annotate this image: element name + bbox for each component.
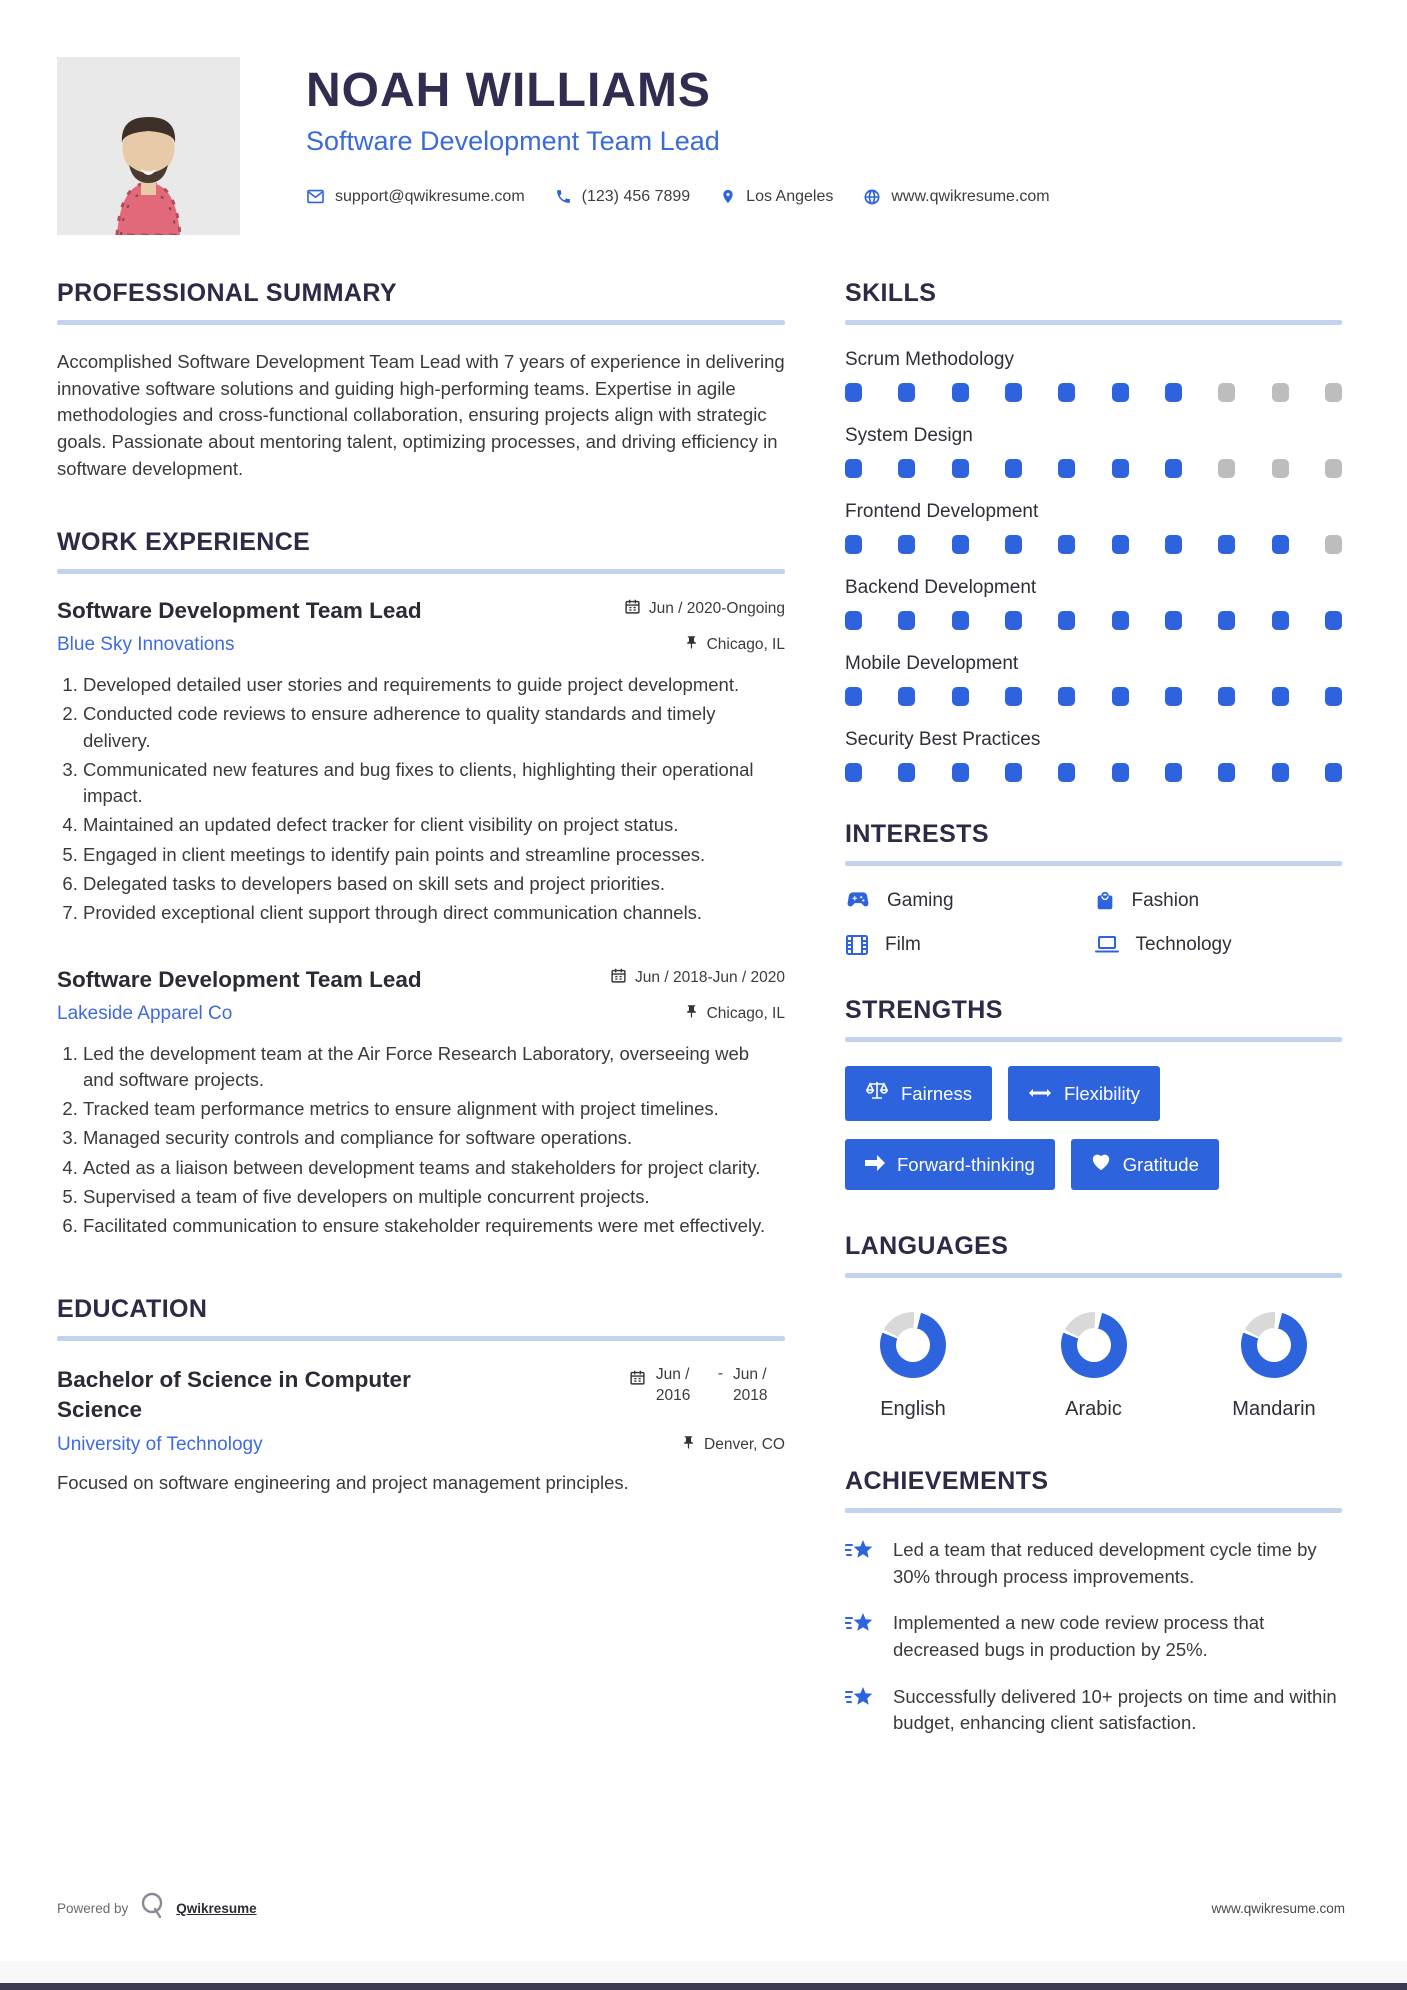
- skill-dot-filled: [1272, 687, 1289, 706]
- profile-photo: [57, 57, 240, 235]
- job-location: [684, 1004, 785, 1024]
- right-column: [845, 279, 1342, 1757]
- company-link[interactable]: Lakeside Apparel Co: [57, 1002, 233, 1024]
- achievement-text: Implemented a new code review process that decreased bugs in production by 25%.: [893, 1612, 1265, 1660]
- envelope-icon: [306, 187, 325, 206]
- skill-dot-filled: [1112, 535, 1129, 554]
- strength-label: Flexibility: [1063, 1082, 1141, 1104]
- section-divider: [845, 1273, 1342, 1278]
- footer-light-strip: [0, 1961, 1407, 1983]
- skill-dot-empty: [1325, 383, 1342, 402]
- job-bullet: 2. Tracked team performance metrics to ensure alignment with project timelines.: [83, 1096, 785, 1122]
- skill-dot-filled: [898, 459, 915, 478]
- skill-dot-filled: [1218, 611, 1235, 630]
- skill-row: [845, 653, 1342, 706]
- section-divider: [845, 861, 1342, 866]
- achievement-text: Successfully delivered 10+ projects on time and within budget, enhancing client satisfaction.: [893, 1685, 1337, 1734]
- section-work-experience: [57, 528, 785, 1239]
- skill-dot-filled: [952, 535, 969, 554]
- job-dates: [624, 598, 785, 620]
- job-dates: [610, 967, 785, 989]
- skill-level-dots: [845, 687, 1342, 706]
- right-arrow-icon: [865, 1154, 885, 1176]
- education-date-start: Jun / 2016: [655, 1366, 691, 1404]
- skill-dot-filled: [1272, 611, 1289, 630]
- job-bullet: 5. Supervised a team of five developers on multiple concurrent projects.: [83, 1184, 785, 1210]
- job-title: Software Development Team Lead: [57, 966, 422, 992]
- powered-by-block: [57, 1890, 257, 1927]
- skill-dot-filled: [1325, 687, 1342, 706]
- skill-dot-filled: [845, 459, 862, 478]
- left-column: [57, 279, 785, 1497]
- education-date-separator: -: [717, 1365, 723, 1383]
- job-entry: [57, 598, 785, 926]
- achievement-item: [845, 1684, 1342, 1737]
- skill-dot-filled: [1218, 763, 1235, 782]
- strength-badge: [1008, 1066, 1160, 1121]
- achievement-text: Led a team that reduced development cycle time by 30% through process improvements.: [893, 1539, 1317, 1587]
- candidate-title: Software Development Team Lead: [306, 126, 720, 156]
- work-heading: WORK EXPERIENCE: [57, 528, 311, 557]
- contact-phone: [555, 188, 691, 206]
- skill-dot-filled: [1005, 763, 1022, 782]
- interest-label: Gaming: [887, 890, 954, 911]
- skill-label: Mobile Development: [845, 653, 1019, 674]
- skill-label: Scrum Methodology: [845, 349, 1014, 370]
- interest-item: [1094, 934, 1343, 956]
- skill-dot-filled: [1165, 687, 1182, 706]
- language-item: [1034, 1312, 1154, 1421]
- skill-dot-filled: [1112, 687, 1129, 706]
- candidate-name: NOAH WILLIAMS: [306, 64, 711, 117]
- skill-dot-filled: [1218, 535, 1235, 554]
- skill-dot-filled: [1272, 763, 1289, 782]
- footer-dark-strip: [0, 1983, 1407, 1990]
- skill-dot-filled: [1005, 535, 1022, 554]
- skill-row: [845, 501, 1342, 554]
- shooting-star-icon: [845, 1610, 877, 1663]
- interest-item: [845, 890, 1094, 912]
- skill-dot-filled: [1165, 535, 1182, 554]
- contact-website[interactable]: [863, 188, 1049, 206]
- skill-dot-filled: [898, 383, 915, 402]
- section-divider: [57, 1336, 785, 1341]
- content-columns: [57, 279, 1345, 1850]
- skill-dot-filled: [845, 763, 862, 782]
- pushpin-icon: [684, 635, 699, 655]
- skill-dot-filled: [1058, 687, 1075, 706]
- strength-badge: [845, 1139, 1055, 1190]
- skill-row: [845, 349, 1342, 402]
- interest-label: Fashion: [1131, 890, 1200, 911]
- summary-heading: PROFESSIONAL SUMMARY: [57, 279, 397, 307]
- skill-dot-filled: [952, 687, 969, 706]
- skills-heading: SKILLS: [845, 279, 937, 307]
- skill-dot-filled: [898, 611, 915, 630]
- job-bullet: 5. Engaged in client meetings to identify pain points and streamline processes.: [83, 842, 785, 868]
- powered-by-label: Powered by: [57, 1901, 129, 1916]
- section-achievements: [845, 1467, 1342, 1737]
- shopping-bag-icon: [1094, 890, 1116, 912]
- skill-dot-filled: [1112, 611, 1129, 630]
- left-right-arrow-icon: [1028, 1083, 1052, 1105]
- language-donut-chart: [1241, 1312, 1307, 1378]
- laptop-icon: [1094, 934, 1120, 956]
- job-bullet: 7. Provided exceptional client support through direct communication channels.: [83, 900, 785, 926]
- education-location-text: Denver, CO: [704, 1435, 785, 1453]
- skill-dot-filled: [1112, 763, 1129, 782]
- skill-dot-filled: [1325, 611, 1342, 630]
- skill-dot-filled: [1058, 535, 1075, 554]
- gamepad-icon: [845, 891, 871, 911]
- skill-dot-filled: [1112, 383, 1129, 402]
- skill-dot-empty: [1218, 459, 1235, 478]
- section-divider: [57, 320, 785, 325]
- degree-title: Bachelor of Science in Computer Science: [57, 1367, 411, 1422]
- job-dates-text: Jun / 2020-Ongoing: [648, 600, 785, 618]
- language-donut-chart: [880, 1312, 946, 1378]
- skill-dot-filled: [952, 763, 969, 782]
- job-bullet: 4. Maintained an updated defect tracker for client visibility on project status.: [83, 812, 785, 838]
- contact-email[interactable]: [306, 187, 525, 206]
- education-location: [681, 1435, 785, 1455]
- section-strengths: [845, 996, 1342, 1190]
- skill-dot-filled: [845, 383, 862, 402]
- skill-dot-filled: [952, 459, 969, 478]
- interests-heading: INTERESTS: [845, 820, 989, 848]
- education-heading: EDUCATION: [57, 1295, 208, 1324]
- contact-website-value: www.qwikresume.com: [891, 187, 1050, 205]
- skill-level-dots: [845, 383, 1342, 402]
- language-donut-chart: [1061, 1312, 1127, 1378]
- job-bullet: 3. Managed security controls and compliance for software operations.: [83, 1125, 785, 1151]
- language-label: English: [880, 1398, 946, 1420]
- skill-label: System Design: [845, 425, 973, 446]
- strength-label: Gratitude: [1122, 1153, 1199, 1175]
- strengths-heading: STRENGTHS: [845, 996, 1003, 1024]
- interest-label: Technology: [1135, 934, 1232, 955]
- interest-label: Film: [885, 934, 921, 955]
- phone-icon: [555, 188, 572, 205]
- job-entry: [57, 967, 785, 1240]
- skill-dot-filled: [1272, 535, 1289, 554]
- section-languages: [845, 1232, 1342, 1421]
- contact-row: [306, 187, 1050, 206]
- section-education: [57, 1295, 785, 1496]
- calendar-icon: [610, 967, 627, 989]
- skill-dot-filled: [1165, 763, 1182, 782]
- section-skills: [845, 279, 1342, 782]
- skill-dot-filled: [898, 687, 915, 706]
- skill-dot-filled: [1058, 459, 1075, 478]
- contact-email-value: support@qwikresume.com: [335, 187, 525, 205]
- languages-heading: LANGUAGES: [845, 1232, 1009, 1260]
- job-bullet: 1. Developed detailed user stories and requirements to guide project development.: [83, 672, 785, 698]
- skill-dot-filled: [1005, 383, 1022, 402]
- skill-dot-empty: [1325, 535, 1342, 554]
- section-divider: [57, 569, 785, 574]
- strength-label: Fairness: [901, 1082, 972, 1104]
- education-dates: [629, 1365, 785, 1405]
- language-label: Arabic: [1065, 1398, 1122, 1420]
- skill-level-dots: [845, 763, 1342, 782]
- skill-dot-filled: [1165, 383, 1182, 402]
- job-bullet: 1. Led the development team at the Air Force Research Laboratory, overseeing web and software projects.: [83, 1041, 785, 1094]
- skill-dot-filled: [1005, 687, 1022, 706]
- film-icon: [845, 934, 869, 956]
- header: [57, 57, 1345, 235]
- skill-dot-filled: [952, 611, 969, 630]
- interest-item: [1094, 890, 1343, 912]
- location-pin-icon: [720, 187, 736, 206]
- skill-dot-filled: [898, 535, 915, 554]
- profile-photo-illustration: [57, 57, 240, 235]
- job-bullet: 6. Facilitated communication to ensure stakeholder requirements were met effectively.: [83, 1213, 785, 1239]
- skill-dot-filled: [1005, 611, 1022, 630]
- qwikresume-brand-link[interactable]: Qwikresume: [176, 1901, 257, 1916]
- skill-dot-filled: [1058, 611, 1075, 630]
- skill-dot-filled: [1165, 459, 1182, 478]
- footer: [57, 1850, 1345, 1961]
- skill-dot-filled: [1165, 611, 1182, 630]
- skill-row: [845, 425, 1342, 478]
- skill-level-dots: [845, 535, 1342, 554]
- job-location-text: Chicago, IL: [706, 636, 785, 654]
- job-bullet-list: [57, 1041, 785, 1240]
- strength-badge: [845, 1066, 992, 1121]
- achievement-item: [845, 1610, 1342, 1663]
- education-date-end: Jun / 2018: [733, 1366, 768, 1404]
- skill-level-dots: [845, 459, 1342, 478]
- identity-block: [306, 57, 1050, 235]
- heart-icon: [1091, 1153, 1111, 1176]
- contact-location: [720, 187, 833, 206]
- footer-url: www.qwikresume.com: [1211, 1901, 1345, 1916]
- job-location: [684, 635, 785, 655]
- skill-dot-filled: [1005, 459, 1022, 478]
- calendar-icon: [629, 1369, 646, 1391]
- company-link[interactable]: Blue Sky Innovations: [57, 634, 235, 656]
- section-divider: [845, 1508, 1342, 1513]
- contact-location-value: Los Angeles: [746, 187, 834, 205]
- language-item: [853, 1312, 973, 1421]
- skill-dot-filled: [1218, 687, 1235, 706]
- summary-text: Accomplished Software Development Team Lead with 7 years of experience in delivering innovative software solutions and guiding high-performing teams. Expertise in agile methodologies and cross-functional collaboration, ensuring projects align with strategic goals. Passionate about mentoring talent, optimizing processes, and driving efficiency in software development.: [57, 351, 785, 479]
- job-bullet: 6. Delegated tasks to developers based on skill sets and project priorities.: [83, 871, 785, 897]
- section-interests: [845, 820, 1342, 956]
- skill-dot-filled: [845, 611, 862, 630]
- language-label: Mandarin: [1232, 1398, 1316, 1420]
- skill-dot-filled: [845, 535, 862, 554]
- contact-phone-value: (123) 456 7899: [581, 187, 691, 205]
- globe-icon: [863, 188, 881, 206]
- achievement-item: [845, 1537, 1342, 1590]
- language-item: [1214, 1312, 1334, 1421]
- job-bullet: 2. Conducted code reviews to ensure adherence to quality standards and timely delivery.: [83, 701, 785, 754]
- job-bullet-list: [57, 672, 785, 926]
- job-bullet: 3. Communicated new features and bug fixes to clients, highlighting their operational impact.: [83, 757, 785, 810]
- skill-label: Frontend Development: [845, 501, 1039, 522]
- school-link[interactable]: University of Technology: [57, 1433, 263, 1455]
- job-location-text: Chicago, IL: [706, 1004, 785, 1022]
- pushpin-icon: [684, 1004, 699, 1024]
- skill-dot-filled: [952, 383, 969, 402]
- pushpin-icon: [681, 1435, 696, 1455]
- job-title: Software Development Team Lead: [57, 598, 422, 624]
- achievements-heading: ACHIEVEMENTS: [845, 1467, 1049, 1495]
- shooting-star-icon: [845, 1537, 877, 1590]
- strength-badge: [1071, 1139, 1219, 1190]
- skill-dot-empty: [1218, 383, 1235, 402]
- qwikresume-logo-icon: [138, 1890, 166, 1927]
- education-note: Focused on software engineering and project management principles.: [57, 1471, 629, 1493]
- section-professional-summary: [57, 279, 785, 482]
- skill-dot-empty: [1325, 459, 1342, 478]
- calendar-icon: [624, 598, 641, 620]
- skill-dot-empty: [1272, 459, 1289, 478]
- skill-dot-filled: [898, 763, 915, 782]
- section-divider: [845, 320, 1342, 325]
- skill-label: Backend Development: [845, 577, 1037, 598]
- skill-dot-filled: [1325, 763, 1342, 782]
- skill-dot-filled: [1112, 459, 1129, 478]
- skill-level-dots: [845, 611, 1342, 630]
- skill-dot-filled: [1058, 763, 1075, 782]
- job-bullet: 4. Acted as a liaison between development teams and stakeholders for project clarity.: [83, 1155, 785, 1181]
- skill-dot-filled: [845, 687, 862, 706]
- skill-dot-empty: [1272, 383, 1289, 402]
- skill-label: Security Best Practices: [845, 729, 1041, 750]
- job-dates-text: Jun / 2018-Jun / 2020: [635, 968, 785, 986]
- skill-row: [845, 729, 1342, 782]
- skill-dot-filled: [1058, 383, 1075, 402]
- shooting-star-icon: [845, 1684, 877, 1737]
- strength-label: Forward-thinking: [897, 1153, 1035, 1175]
- skill-row: [845, 577, 1342, 630]
- scale-icon: [865, 1080, 889, 1107]
- section-divider: [845, 1037, 1342, 1042]
- interest-item: [845, 934, 1094, 956]
